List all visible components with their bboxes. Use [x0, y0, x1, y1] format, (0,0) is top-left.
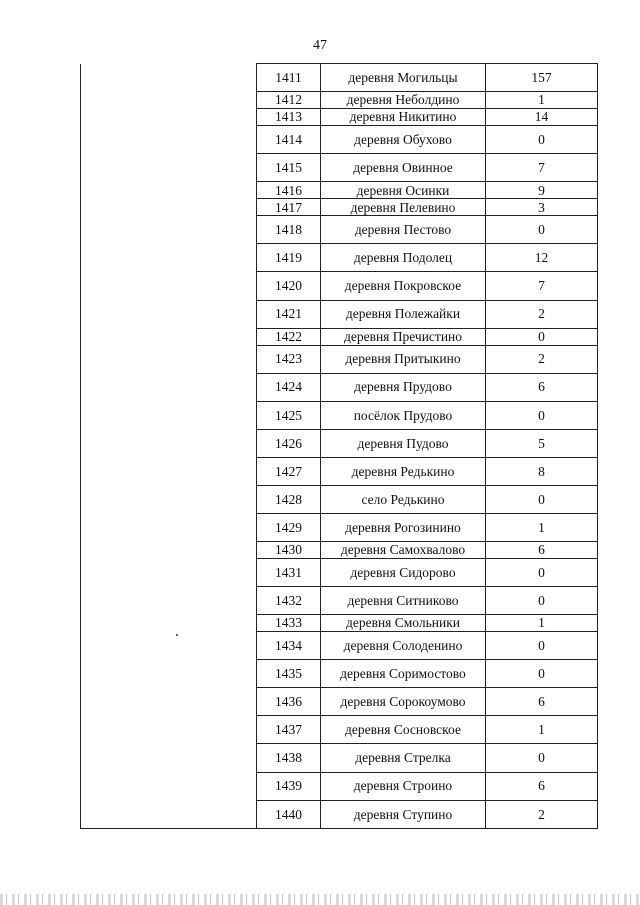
row-number-cell: 1414	[257, 126, 321, 154]
settlement-name-cell: деревня Никитино	[321, 109, 486, 126]
settlement-name-cell: деревня Прудово	[321, 373, 486, 401]
row-number-cell: 1419	[257, 244, 321, 272]
settlement-name-cell: деревня Осинки	[321, 182, 486, 199]
settlement-name-cell: деревня Сосновское	[321, 716, 486, 744]
scan-edge-artifact	[0, 894, 640, 905]
row-number-cell: 1430	[257, 542, 321, 559]
count-cell: 0	[486, 744, 598, 772]
row-number-cell: 1423	[257, 345, 321, 373]
row-number-cell: 1432	[257, 587, 321, 615]
count-cell: 1	[486, 716, 598, 744]
settlement-name-cell: деревня Покровское	[321, 272, 486, 300]
settlement-name-cell: деревня Подолец	[321, 244, 486, 272]
count-cell: 0	[486, 126, 598, 154]
settlement-name-cell: посёлок Прудово	[321, 401, 486, 429]
row-number-cell: 1439	[257, 772, 321, 800]
count-cell: 12	[486, 244, 598, 272]
settlement-name-cell: деревня Рогозинино	[321, 513, 486, 541]
settlement-name-cell: деревня Притыкино	[321, 345, 486, 373]
count-cell: 7	[486, 272, 598, 300]
row-number-cell: 1434	[257, 632, 321, 660]
settlement-name-cell: деревня Ситниково	[321, 587, 486, 615]
count-cell: 0	[486, 485, 598, 513]
row-number-cell: 1435	[257, 660, 321, 688]
settlement-name-cell: деревня Полежайки	[321, 300, 486, 328]
row-number-cell: 1438	[257, 744, 321, 772]
count-cell: 1	[486, 615, 598, 632]
row-number-cell: 1431	[257, 559, 321, 587]
count-cell: 2	[486, 300, 598, 328]
settlements-table	[80, 63, 598, 829]
count-cell: 9	[486, 182, 598, 199]
page-number: 47	[313, 38, 327, 53]
count-cell: 2	[486, 800, 598, 828]
row-number-cell: 1420	[257, 272, 321, 300]
count-cell: 0	[486, 559, 598, 587]
row-number-cell: 1422	[257, 328, 321, 345]
count-cell: 3	[486, 199, 598, 216]
row-number-cell: 1433	[257, 615, 321, 632]
count-cell: 2	[486, 345, 598, 373]
row-number-cell: 1425	[257, 401, 321, 429]
settlement-name-cell: деревня Смольники	[321, 615, 486, 632]
settlement-name-cell: деревня Пелевино	[321, 199, 486, 216]
row-number-cell: 1413	[257, 109, 321, 126]
count-cell: 14	[486, 109, 598, 126]
row-number-cell: 1427	[257, 457, 321, 485]
row-number-cell: 1437	[257, 716, 321, 744]
settlement-name-cell: деревня Сидорово	[321, 559, 486, 587]
row-number-cell: 1428	[257, 485, 321, 513]
table-body	[81, 64, 598, 829]
count-cell: 157	[486, 64, 598, 92]
settlement-name-cell: деревня Неболдино	[321, 92, 486, 109]
row-number-cell: 1424	[257, 373, 321, 401]
settlement-name-cell: деревня Солоденино	[321, 632, 486, 660]
row-number-cell: 1421	[257, 300, 321, 328]
count-cell: 6	[486, 542, 598, 559]
settlement-name-cell: деревня Ступино	[321, 800, 486, 828]
row-number-cell: 1415	[257, 154, 321, 182]
count-cell: 0	[486, 216, 598, 244]
row-number-cell: 1418	[257, 216, 321, 244]
count-cell: 0	[486, 660, 598, 688]
settlement-name-cell: деревня Сорокоумово	[321, 688, 486, 716]
scan-speck	[176, 634, 178, 636]
settlement-name-cell: деревня Пестово	[321, 216, 486, 244]
row-number-cell: 1426	[257, 429, 321, 457]
count-cell: 7	[486, 154, 598, 182]
row-number-cell: 1416	[257, 182, 321, 199]
table-row	[81, 64, 598, 92]
count-cell: 5	[486, 429, 598, 457]
row-number-cell: 1440	[257, 800, 321, 828]
settlement-name-cell: деревня Строино	[321, 772, 486, 800]
count-cell: 1	[486, 513, 598, 541]
count-cell: 1	[486, 92, 598, 109]
settlement-name-cell: деревня Самохвалово	[321, 542, 486, 559]
settlement-name-cell: деревня Могильцы	[321, 64, 486, 92]
count-cell: 6	[486, 772, 598, 800]
settlement-name-cell: деревня Соримостово	[321, 660, 486, 688]
row-number-cell: 1429	[257, 513, 321, 541]
row-number-cell: 1412	[257, 92, 321, 109]
row-number-cell: 1436	[257, 688, 321, 716]
settlement-name-cell: деревня Пудово	[321, 429, 486, 457]
count-cell: 0	[486, 587, 598, 615]
settlement-name-cell: деревня Стрелка	[321, 744, 486, 772]
count-cell: 0	[486, 328, 598, 345]
count-cell: 0	[486, 632, 598, 660]
blank-column-cell	[81, 64, 257, 829]
count-cell: 8	[486, 457, 598, 485]
settlement-name-cell: деревня Овинное	[321, 154, 486, 182]
count-cell: 0	[486, 401, 598, 429]
settlement-name-cell: деревня Обухово	[321, 126, 486, 154]
count-cell: 6	[486, 373, 598, 401]
row-number-cell: 1411	[257, 64, 321, 92]
settlement-name-cell: деревня Редькино	[321, 457, 486, 485]
count-cell: 6	[486, 688, 598, 716]
settlement-name-cell: село Редькино	[321, 485, 486, 513]
settlement-name-cell: деревня Пречистино	[321, 328, 486, 345]
row-number-cell: 1417	[257, 199, 321, 216]
